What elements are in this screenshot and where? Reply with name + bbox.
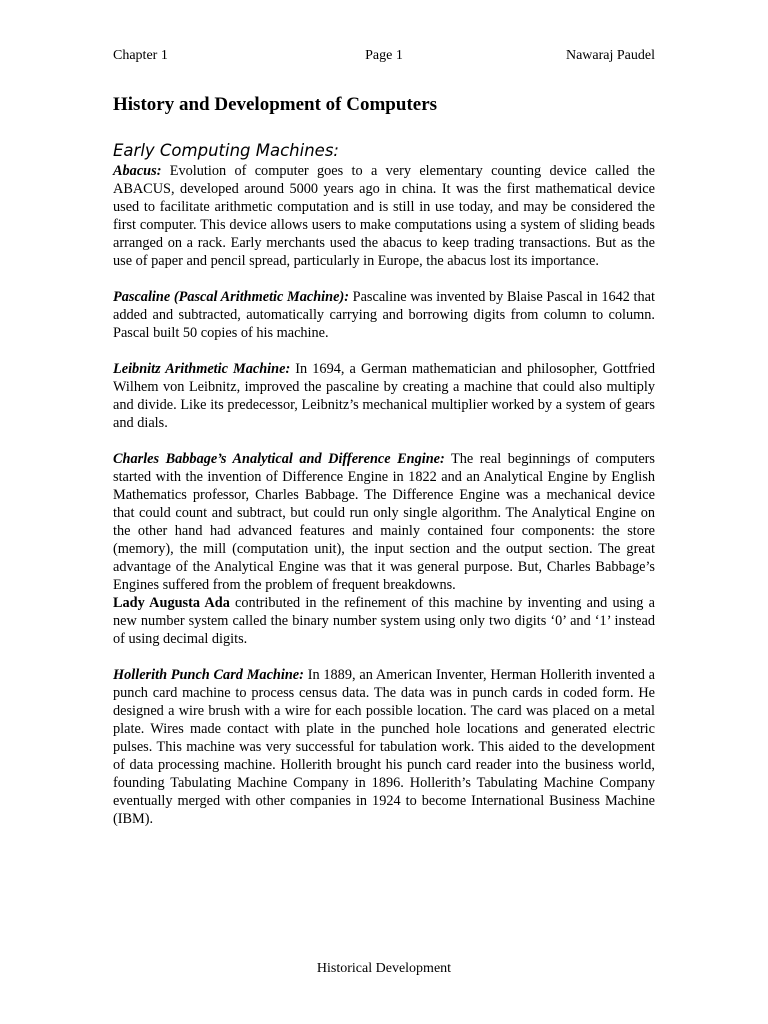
paragraph-abacus [113,162,655,270]
header-chapter: Chapter 1 [113,48,168,63]
page-header [113,47,655,65]
page-footer: Historical Development [316,961,452,976]
term-ada: Lady Augusta Ada [113,595,230,611]
paragraph-babbage [113,450,655,594]
term-pascaline: Pascaline (Pascal Arithmetic Machine): [113,289,349,305]
section-heading: Early Computing Machines: [113,141,339,160]
paragraph-pascaline [113,288,655,342]
paragraph-leibnitz [113,360,655,432]
paragraph-leibnitz-text: In 1694, a German mathematician and philosopher, Gottfried Wilhem von Leibnitz, improved the pascaline by creating a machine that could also multiply and divide. Like its predecessor, Leibnitz’s mechanical multiplier worked by a system of gears and dials. [113,361,655,431]
paragraph-babbage-text: The real beginnings of computers started with the invention of Difference Engine in 1822 and an Analytical Engine by English Mathematics professor, Charles Babbage. The Difference Engine was a mechanical device that could count and subtract, but could run only single algorithm. The Analytical Engine on the other hand had advanced features and mainly contained four components: the store (memory), the mill (computation unit), the input section and the output section. The great advantage of the Analytical Engine was that it was general purpose. But, Charles Babbage’s Engines suffered from the problem of frequent breakdowns. [113,451,655,593]
document-page [113,0,655,1024]
paragraph-ada-text: contributed in the refinement of this machine by inventing and using a new number system called the binary number system using only two digits ‘0’ and ‘1’ instead of using decimal digits. [113,595,655,647]
term-leibnitz: Leibnitz Arithmetic Machine: [113,361,291,377]
paragraph-ada [113,594,655,648]
header-page-number: Page 1 [365,48,403,63]
paragraph-hollerith-text: In 1889, an American Inventer, Herman Hollerith invented a punch card machine to process census data. The data was in punch cards in coded form. He designed a wire brush with a wire for each possible location. The card was placed on a metal plate. Wires made contact with plate in the punched hole locations and generated electric pulses. This machine was very successful for tabulation work. This aided to the development of data processing machine. Hollerith brought his punch card reader into the business world, founding Tabulating Machine Company in 1896. Hollerith’s Tabulating Machine Company eventually merged with other companies in 1924 to become International Business Machine (IBM). [113,667,656,827]
document-body [113,162,655,828]
term-hollerith: Hollerith Punch Card Machine: [113,667,304,683]
term-abacus: Abacus: [113,163,162,179]
document-title: History and Development of Computers [113,94,438,115]
paragraph-hollerith [113,666,655,828]
header-author: Nawaraj Paudel [565,48,655,63]
paragraph-abacus-text: Evolution of computer goes to a very elementary counting device called the ABACUS, developed around 5000 years ago in china. It was the first mathematical device used to facilitate arithmetic computation and is still in use today, and may be considered the first computer. This device allows users to make computations using a system of sliding beads arranged on a rack. Early merchants used the abacus to keep trading transactions. But as the use of paper and pencil spread, particularly in Europe, the abacus lost its importance. [113,163,655,269]
paragraph-pascaline-text: Pascaline was invented by Blaise Pascal in 1642 that added and subtracted, automatically carrying and borrowing digits from column to column. Pascal built 50 copies of his machine. [113,289,655,341]
term-babbage: Charles Babbage’s Analytical and Difference Engine: [113,451,445,467]
